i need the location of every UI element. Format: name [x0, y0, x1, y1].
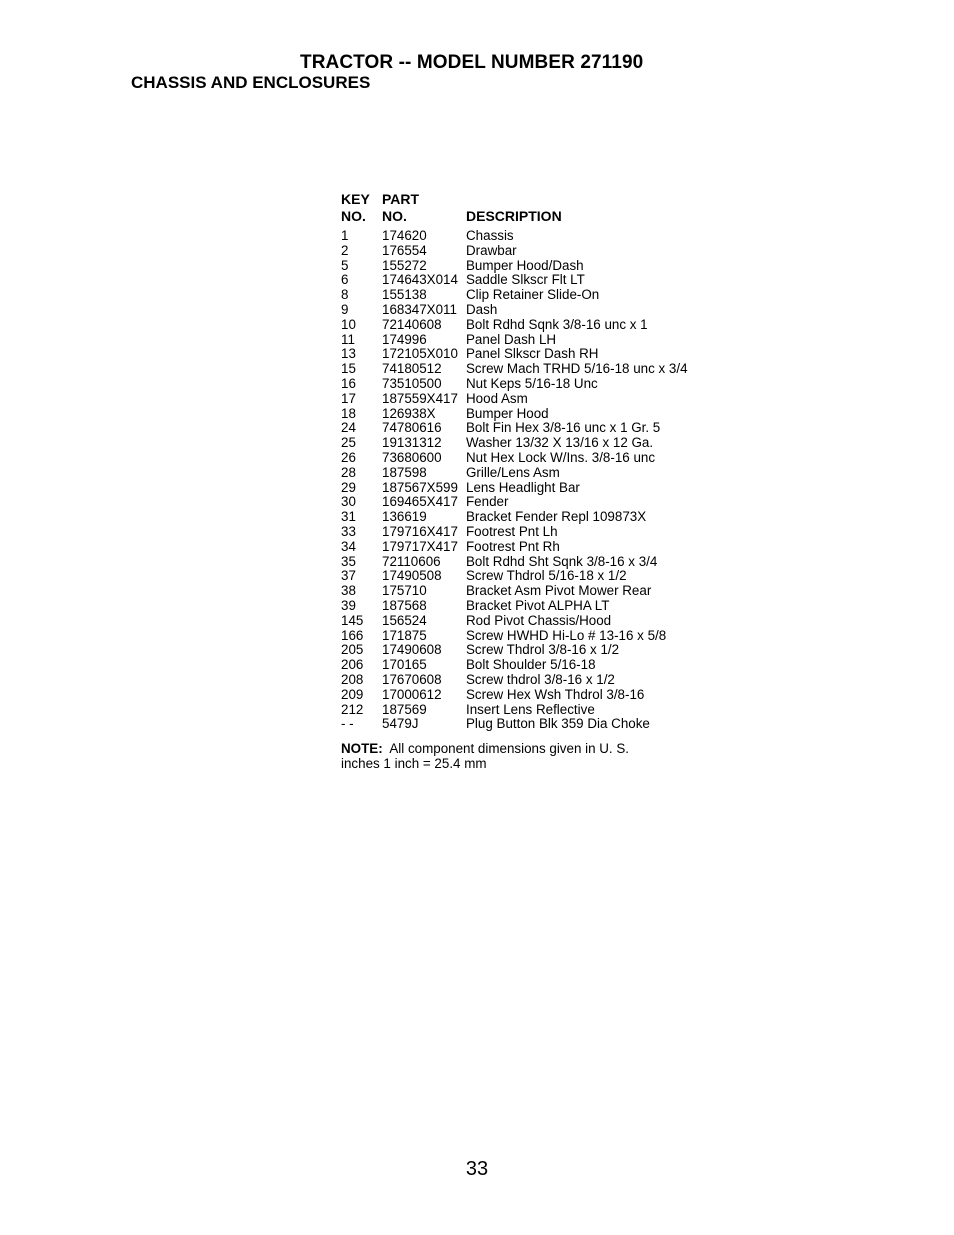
part-number-cell: 187598: [382, 464, 427, 480]
table-row: [341, 510, 688, 525]
table-row: [341, 614, 688, 629]
table-row: [341, 481, 688, 496]
description-cell: Screw Hex Wsh Thdrol 3/8-16: [466, 686, 645, 702]
description-cell: Lens Headlight Bar: [466, 479, 580, 495]
description-cell: Nut Keps 5/16-18 Unc: [466, 375, 598, 391]
description-cell: Bolt Fin Hex 3/8-16 unc x 1 Gr. 5: [466, 420, 661, 436]
description-cell: Panel Dash LH: [466, 331, 557, 347]
description-cell: Rod Pivot Chassis/Hood: [466, 612, 612, 628]
key-cell: 11: [341, 331, 355, 347]
table-row: [341, 333, 688, 348]
part-number-cell: 17000612: [382, 686, 442, 702]
description-cell: Bumper Hood: [466, 405, 549, 421]
description-cell: Screw thdrol 3/8-16 x 1/2: [466, 671, 615, 687]
key-cell: 26: [341, 449, 356, 465]
key-cell: 37: [341, 568, 356, 584]
part-number-cell: 74780616: [382, 420, 442, 436]
note-label: NOTE:: [341, 741, 383, 756]
section-title: CHASSIS AND ENCLOSURES: [131, 73, 371, 92]
description-cell: Bracket Fender Repl 109873X: [466, 509, 647, 525]
key-header-line1: KEY: [341, 191, 370, 207]
description-cell: Saddle Slkscr Flt LT: [466, 272, 585, 288]
part-number-cell: 156524: [382, 612, 427, 628]
part-number-cell: 176554: [382, 242, 427, 258]
parts-list-header: [341, 191, 688, 225]
description-cell: Drawbar: [466, 242, 517, 258]
table-row: [341, 436, 688, 451]
part-number-cell: 179717X417: [382, 538, 458, 554]
table-row: [341, 288, 688, 303]
part-number-cell: 5479J: [382, 716, 419, 732]
part-number-cell: 126938X: [382, 405, 436, 421]
dimension-note: [341, 741, 661, 771]
parts-list: [341, 191, 688, 732]
table-row: [341, 584, 688, 599]
description-header: DESCRIPTION: [466, 208, 562, 224]
table-row: [341, 421, 688, 436]
description-cell: Footrest Pnt Lh: [466, 523, 558, 539]
description-cell: Panel Slkscr Dash RH: [466, 346, 599, 362]
key-cell: 6: [341, 272, 349, 288]
part-number-cell: 155272: [382, 257, 427, 273]
table-row: [341, 229, 688, 244]
description-cell: Clip Retainer Slide-On: [466, 287, 600, 303]
table-row: [341, 717, 688, 732]
part-number-cell: 179716X417: [382, 523, 458, 539]
description-cell: Grille/Lens Asm: [466, 464, 560, 480]
part-number-cell: 170165: [382, 657, 427, 673]
part-number-cell: 72140608: [382, 316, 442, 332]
key-cell: 30: [341, 494, 356, 510]
description-cell: Dash: [466, 301, 498, 317]
part-number-cell: 73510500: [382, 375, 442, 391]
part-number-cell: 175710: [382, 583, 427, 599]
description-cell: Nut Hex Lock W/Ins. 3/8-16 unc: [466, 449, 656, 465]
part-number-cell: 17490608: [382, 642, 442, 658]
part-number-cell: 187559X417: [382, 390, 458, 406]
table-row: [341, 466, 688, 481]
key-cell: 38: [341, 583, 356, 599]
table-row: [341, 303, 688, 318]
key-cell: 2: [341, 242, 349, 258]
table-row: [341, 392, 688, 407]
description-cell: Screw HWHD Hi-Lo # 13-16 x 5/8: [466, 627, 667, 643]
table-row: [341, 259, 688, 274]
part-number-cell: 74180512: [382, 361, 442, 377]
description-cell: Screw Thdrol 3/8-16 x 1/2: [466, 642, 620, 658]
table-row: [341, 688, 688, 703]
key-cell: 9: [341, 301, 349, 317]
description-cell: Bracket Asm Pivot Mower Rear: [466, 583, 652, 599]
key-cell: 29: [341, 479, 356, 495]
table-row: [341, 555, 688, 570]
table-row: [341, 407, 688, 422]
description-cell: Insert Lens Reflective: [466, 701, 595, 717]
table-row: [341, 540, 688, 555]
description-cell: Chassis: [466, 228, 514, 243]
table-row: [341, 569, 688, 584]
table-row: [341, 599, 688, 614]
key-cell: 24: [341, 420, 356, 436]
description-cell: Washer 13/32 X 13/16 x 12 Ga.: [466, 435, 654, 451]
description-cell: Bolt Rdhd Sht Sqnk 3/8-16 x 3/4: [466, 553, 658, 569]
key-cell: 15: [341, 361, 356, 377]
description-cell: Screw Mach TRHD 5/16-18 unc x 3/4: [466, 361, 688, 377]
description-cell: Bolt Shoulder 5/16-18: [466, 657, 596, 673]
table-row: [341, 658, 688, 673]
note-text: All component dimensions given in U. S. inches 1 inch = 25.4 mm: [341, 741, 630, 771]
key-cell: - -: [341, 716, 354, 732]
key-cell: 145: [341, 612, 364, 628]
part-number-cell: 174643X014: [382, 272, 458, 288]
part-number-cell: 171875: [382, 627, 427, 643]
description-cell: Bumper Hood/Dash: [466, 257, 584, 273]
key-cell: 33: [341, 523, 356, 539]
table-row: [341, 525, 688, 540]
table-row: [341, 673, 688, 688]
table-row: [341, 643, 688, 658]
key-cell: 34: [341, 538, 356, 554]
table-row: [341, 451, 688, 466]
table-row: [341, 347, 688, 362]
description-cell: Fender: [466, 494, 509, 510]
part-number-cell: 72110606: [382, 553, 441, 569]
key-cell: 25: [341, 435, 356, 451]
key-cell: 1: [341, 228, 349, 243]
description-cell: Footrest Pnt Rh: [466, 538, 560, 554]
part-number-cell: 187568: [382, 597, 427, 613]
key-cell: 205: [341, 642, 364, 658]
description-cell: Hood Asm: [466, 390, 528, 406]
key-cell: 17: [341, 390, 356, 406]
table-row: [341, 703, 688, 718]
key-cell: 5: [341, 257, 349, 273]
part-header-line1: PART: [382, 191, 420, 207]
key-cell: 39: [341, 597, 356, 613]
part-number-cell: 168347X011: [382, 301, 457, 317]
key-cell: 10: [341, 316, 356, 332]
key-cell: 18: [341, 405, 356, 421]
table-row: [341, 629, 688, 644]
table-row: [341, 273, 688, 288]
part-number-cell: 136619: [382, 509, 427, 525]
part-number-cell: 73680600: [382, 449, 442, 465]
part-header-line2: NO.: [382, 208, 407, 224]
key-cell: 206: [341, 657, 364, 673]
description-cell: Plug Button Blk 359 Dia Choke: [466, 716, 650, 732]
key-cell: 16: [341, 375, 356, 391]
part-number-cell: 174996: [382, 331, 427, 347]
part-number-cell: 19131312: [382, 435, 442, 451]
key-cell: 28: [341, 464, 356, 480]
key-cell: 31: [341, 509, 356, 525]
description-cell: Screw Thdrol 5/16-18 x 1/2: [466, 568, 627, 584]
table-row: [341, 318, 688, 333]
parts-rows: [341, 229, 688, 732]
description-cell: Bracket Pivot ALPHA LT: [466, 597, 610, 613]
part-number-cell: 17670608: [382, 671, 442, 687]
description-cell: Bolt Rdhd Sqnk 3/8-16 unc x 1: [466, 316, 648, 332]
key-cell: 208: [341, 671, 364, 687]
key-cell: 209: [341, 686, 364, 702]
key-header-line2: NO.: [341, 208, 366, 224]
page-number: 33: [465, 1158, 489, 1180]
key-cell: 13: [341, 346, 356, 362]
table-row: [341, 244, 688, 259]
part-number-cell: 187567X599: [382, 479, 458, 495]
table-row: [341, 377, 688, 392]
key-cell: 35: [341, 553, 356, 569]
part-number-cell: 17490508: [382, 568, 442, 584]
page-title: TRACTOR -- MODEL NUMBER 271190: [300, 52, 644, 73]
part-number-cell: 169465X417: [382, 494, 458, 510]
part-number-cell: 187569: [382, 701, 427, 717]
key-cell: 212: [341, 701, 364, 717]
table-row: [341, 362, 688, 377]
part-number-cell: 172105X010: [382, 346, 458, 362]
key-cell: 8: [341, 287, 349, 303]
part-number-cell: 155138: [382, 287, 427, 303]
key-cell: 166: [341, 627, 364, 643]
part-number-cell: 174620: [382, 228, 427, 243]
table-row: [341, 495, 688, 510]
